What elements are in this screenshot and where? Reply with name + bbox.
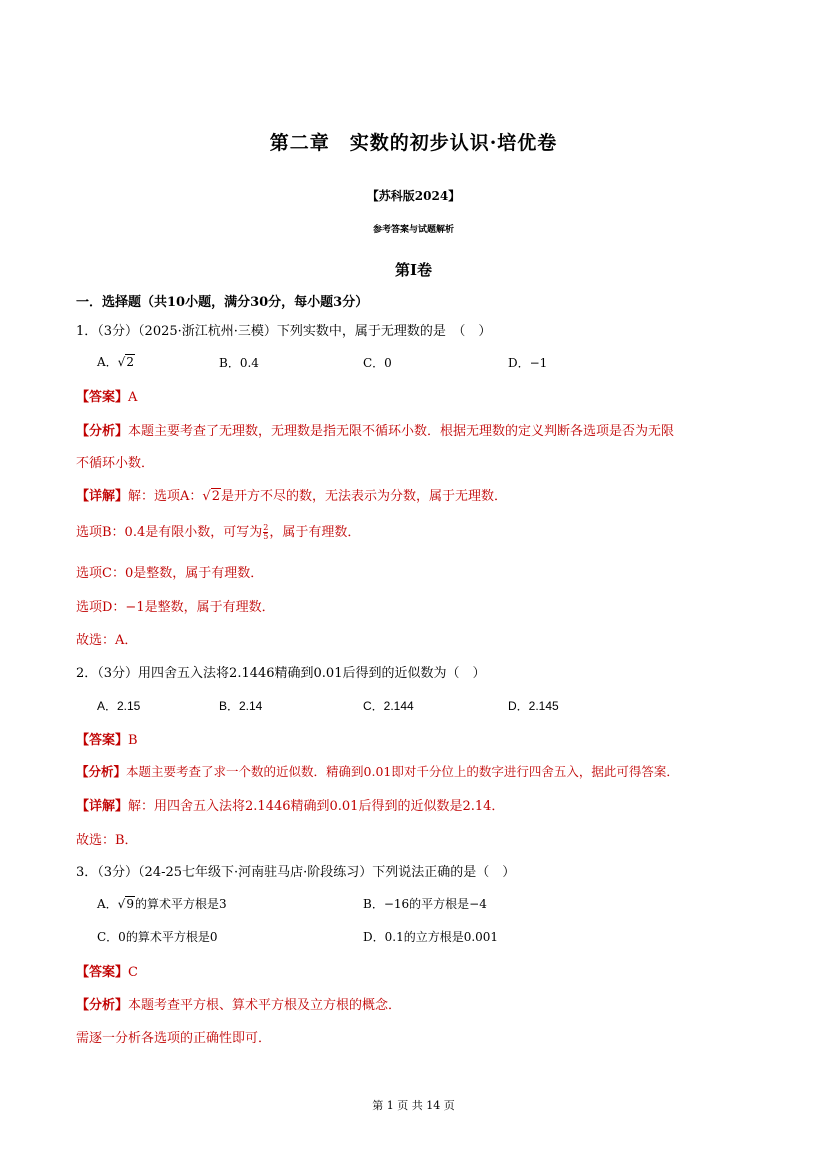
q3-analysis-line2: 需逐一分析各选项的正确性即可． bbox=[76, 1031, 272, 1046]
section-heading: 一．选择题（共10小题，满分30分，每小题3分） bbox=[76, 295, 369, 310]
q3-answer: 【答案】C bbox=[76, 965, 138, 980]
q2-choice: 故选：B． bbox=[76, 833, 138, 848]
sqrt-symbol: √2 bbox=[117, 355, 134, 369]
q1-analysis-line2: 不循环小数． bbox=[76, 456, 155, 471]
q3-option-a: A．√9的算术平方根是3 bbox=[97, 897, 227, 911]
q1-choice: 故选：A． bbox=[76, 633, 138, 648]
q1-detail-c: 选项C：0是整数，属于有理数． bbox=[76, 566, 264, 581]
q2-detail: 【详解】解：用四舍五入法将2.1446精确到0.01后得到的近似数是2.14． bbox=[76, 799, 505, 814]
q1-option-c: C．0 bbox=[363, 356, 392, 370]
q2-option-d: D．2.145 bbox=[508, 699, 559, 713]
question-3-stem: 3．（3分）（24-25七年级下·河南驻马店·阶段练习）下列说法正确的是（ ） bbox=[76, 865, 516, 880]
q1-detail: 【详解】解：选项A：√2是开方不尽的数，无法表示为分数，属于无理数． bbox=[76, 489, 507, 504]
answer-key-label: 参考答案与试题解析 bbox=[372, 225, 454, 235]
q1-analysis-line1: 【分析】本题主要考查了无理数，无理数是指无限不循环小数．根据无理数的定义判断各选项是否为无限 bbox=[76, 424, 675, 439]
volume-label: 第I卷 bbox=[394, 261, 433, 279]
q3-option-b: B．−16的平方根是−4 bbox=[363, 897, 487, 911]
q3-option-c: C．0的算术平方根是0 bbox=[97, 930, 218, 944]
page-footer: 第 1 页 共 14 页 bbox=[372, 1099, 455, 1112]
q1-detail-d: 选项D：−1是整数，属于有理数． bbox=[76, 600, 275, 615]
q2-option-a: A．2.15 bbox=[97, 699, 141, 713]
q3-option-d: D．0.1的立方根是0.001 bbox=[363, 930, 499, 944]
q1-answer: 【答案】A bbox=[76, 390, 138, 405]
q2-option-c: C．2.144 bbox=[363, 699, 414, 713]
question-2-stem: 2．（3分）用四舍五入法将2.1446精确到0.01后得到的近似数为（ ） bbox=[76, 666, 486, 681]
sqrt-symbol: √2 bbox=[202, 489, 220, 504]
question-1-stem: 1．（3分）（2025·浙江杭州·三模）下列实数中，属于无理数的是 （ ） bbox=[76, 324, 492, 339]
q1-option-a: A．√2 bbox=[97, 355, 134, 369]
sqrt-symbol: √9 bbox=[117, 897, 134, 911]
page-title: 第二章 实数的初步认识·培优卷 bbox=[269, 132, 558, 154]
q3-analysis-line1: 【分析】本题考查平方根、算术平方根及立方根的概念． bbox=[76, 998, 402, 1013]
q2-answer: 【答案】B bbox=[76, 733, 138, 748]
q2-option-b: B．2.14 bbox=[219, 699, 263, 713]
edition-label: 【苏科版2024】 bbox=[366, 189, 461, 203]
q2-analysis: 【分析】本题主要考查了求一个数的近似数．精确到0.01即对千分位上的数字进行四舍五入，据此可得答案． bbox=[76, 764, 679, 779]
fraction: $\frac{2}{5}$ bbox=[263, 523, 269, 541]
q1-option-b: B．0.4 bbox=[219, 356, 259, 370]
q1-option-d: D．−1 bbox=[508, 356, 548, 370]
q1-detail-b: 选项B：0.4是有限小数，可写为 $\frac{2}{5}$ ，属于有理数． bbox=[76, 523, 361, 541]
